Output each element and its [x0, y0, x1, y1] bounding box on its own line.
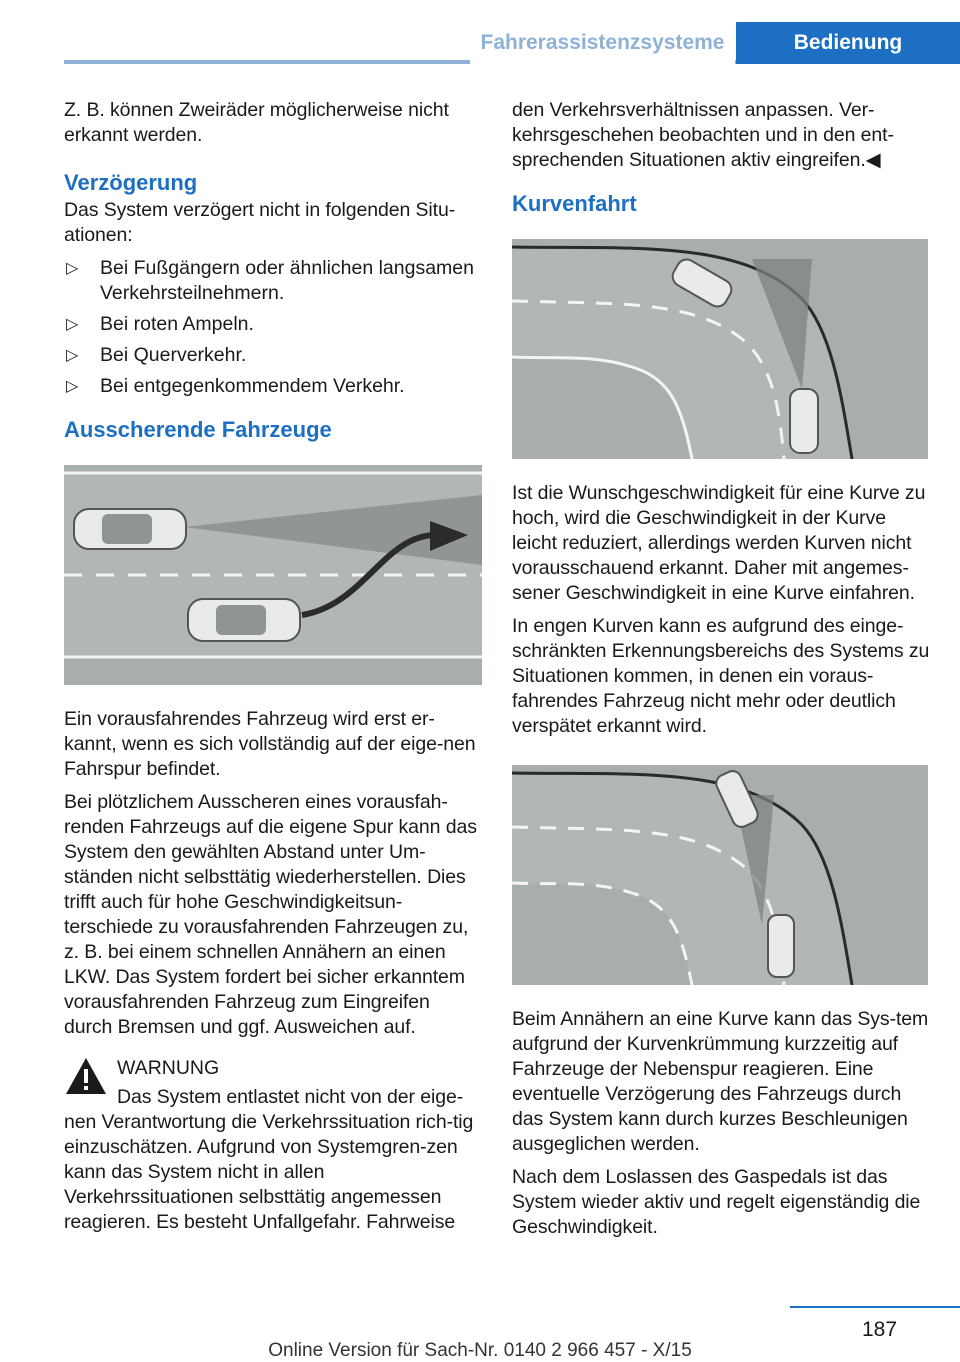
footer-rule — [790, 1306, 960, 1308]
list-item: ▷ Bei entgegenkommendem Verkehr. — [66, 375, 405, 397]
paragraph-cut-in: Bei plötzlichem Ausscheren eines vorausfah-renden Fahrzeugs auf die eigene Spur kann das System den gewählten Abstand unter Um-ständen nicht selbsttätig wiederherstellen. Dies trifft auch für hohe Geschwindigkeitsun-terschiede zu vorausfahrenden Fahrzeugen zu, z. B. bei einem schnellen Annähern an einen LKW. Das System fordert bei sicher erkanntem vorausfahrenden Fahrzeug zum Eingreifen durch Bremsen und ggf. Ausweichen auf. — [64, 791, 477, 1038]
bullet-triangle-icon: ▷ — [66, 316, 79, 333]
bullet-triangle-icon: ▷ — [66, 260, 79, 277]
paragraph-gas-pedal: Nach dem Loslassen des Gaspedals ist das System wieder aktiv und regelt eigenständig die Geschwindigkeit. — [512, 1166, 921, 1238]
illustration-adjacent-lane — [512, 765, 928, 985]
paragraph-curve-speed: Ist die Wunschgeschwindigkeit für eine Kurve zu hoch, wird die Geschwindigkeit in der Kurve leicht reduziert, allerdings werden Kurven nicht vorausschauend erkannt. Daher mit angemes-sener Geschwindigkeit in eine Kurve einfahren. — [512, 482, 926, 604]
car-icon — [790, 389, 818, 453]
left-column — [64, 98, 482, 1243]
heading-kurvenfahrt: Kurvenfahrt — [512, 191, 637, 216]
paragraph-intro: Z. B. können Zweiräder möglicherweise nicht erkannt werden. — [64, 99, 449, 146]
list-item: ▷ Bei Querverkehr. — [66, 344, 247, 366]
paragraph-verzoegerung: Das System verzögert nicht in folgenden Situ-ationen: — [64, 199, 456, 246]
page-number: 187 — [862, 1318, 898, 1341]
illustration-curve-speed — [512, 239, 928, 459]
header-chapter-tab[interactable]: Bedienung — [736, 22, 960, 64]
bullet-triangle-icon: ▷ — [66, 347, 79, 364]
heading-verzoegerung: Verzögerung — [64, 170, 198, 195]
illustration-cut-in-vehicle — [64, 465, 482, 685]
car-icon — [188, 599, 300, 641]
warning-text: Das System entlastet nicht von der eige-nen Verantwortung die Verkehrssituation rich-tig einzuschätzen. Aufgrund von Systemgren-zen kann das System nicht in allen Verkehrssituationen selbsttätig angemessen reagieren. Es besteht Unfallgefahr. Fahrweise — [64, 1086, 474, 1233]
list-item: ▷ Bei roten Ampeln. — [66, 313, 254, 335]
list-item: ▷ Bei Fußgängern oder ähnlichen langsamen Verkehrsteilnehmern. — [66, 257, 474, 304]
car-icon — [74, 509, 186, 549]
bullet-triangle-icon: ▷ — [66, 378, 79, 395]
heading-ausscherende-fahrzeuge: Ausscherende Fahrzeuge — [64, 417, 332, 442]
paragraph-tight-curves: In engen Kurven kann es aufgrund des einge-schränkten Erkennungsbereichs des Systems zu Situationen kommen, in denen ein voraus-fahrendes Fahrzeug nicht mehr oder deutlich verspätet erkannt wird. — [512, 615, 930, 737]
header-section-tab[interactable]: Fahrerassistenzsysteme — [470, 22, 735, 64]
paragraph-adjacent-lane: Beim Annähern an eine Kurve kann das Sys-tem aufgrund der Kurvenkrümmung kurzzeitig auf Fahrzeuge der Nebenspur reagieren. Eine eventuelle Verzögerung des Fahrzeugs durch das System kann durch kurzes Beschleunigen ausgeglichen werden. — [512, 1008, 929, 1155]
right-column — [512, 98, 930, 1248]
car-icon — [768, 915, 794, 977]
warning-triangle-icon — [64, 1056, 108, 1096]
paragraph-detection: Ein vorausfahrendes Fahrzeug wird erst er-kannt, wenn es sich vollständig auf der eige-nen Fahrspur befindet. — [64, 708, 476, 780]
footer-text: Online Version für Sach-Nr. 0140 2 966 457 - X/15 — [268, 1340, 692, 1361]
warning-block — [64, 1056, 482, 1235]
bullet-list — [64, 256, 482, 399]
paragraph-continuation: den Verkehrsverhältnissen anpassen. Ver-kehrsgeschehen beobachten und in den ent-sprechenden Situationen aktiv eingreifen.◀ — [512, 99, 894, 171]
warning-title: WARNUNG — [117, 1057, 220, 1079]
